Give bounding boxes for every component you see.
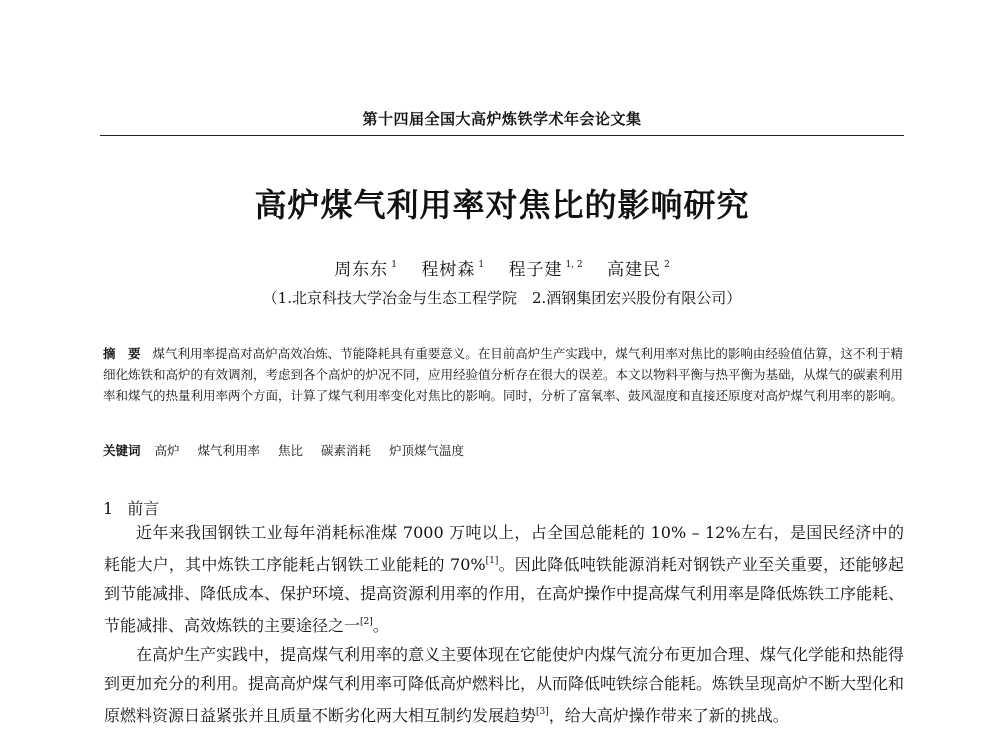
- section-body: [104, 518, 904, 730]
- author-list: [100, 255, 904, 280]
- keyword: 煤气利用率: [197, 443, 261, 458]
- keyword: 炉顶煤气温度: [389, 443, 465, 458]
- keyword: 高炉: [154, 443, 180, 458]
- abstract-text: 煤气利用率提高对高炉高效冶炼、节能降耗具有重要意义。在目前高炉生产实践中，煤气利用率对焦比的影响由经验值估算，这不利于精细化炼铁和高炉的有效调剂，考虑到各个高炉的炉况不同，应用经验值分析存在很大的误差。本文以物料平衡与热平衡为基础，从煤气的碳素利用率和煤气的热量利用率两个方面，计算了煤气利用率变化对焦比的影响。同时，分析了富氧率、鼓风湿度和直接还原度对高炉煤气利用率的影响。: [103, 346, 904, 403]
- paragraph: 近年来我国钢铁工业每年消耗标准煤 7000 万吨以上，占全国总能耗的 10% – 12%左右，是国民经济中的耗能大户，其中炼铁工序能耗占钢铁工业能耗的 70%[1]。因此降低吨铁能源消耗对钢铁产业至关重要，还能够起到节能减排、降低成本、保护环境、提高资源利用率的作用，在高炉操作中提高煤气利用率是降低炼铁工序能耗、节能减排、高效炼铁的主要途径之一[2]。: [104, 523, 905, 635]
- author-affil-mark: 1, 2: [565, 260, 583, 270]
- author-affil-mark: 1: [391, 260, 397, 270]
- section-heading: [103, 496, 159, 519]
- author: 程子建 $^{1, 2}$: [508, 260, 583, 280]
- section-number: 1: [103, 499, 114, 518]
- author: 高建民 $^2$: [607, 260, 670, 280]
- header-rule: [100, 135, 904, 136]
- author: 程树森 $^1$: [421, 260, 485, 280]
- keywords: [103, 441, 903, 461]
- keyword: 焦比: [278, 443, 304, 458]
- author-affil-mark: 2: [664, 260, 670, 270]
- keyword: 碳素消耗: [321, 443, 372, 458]
- author: 周东东 $^1$: [334, 260, 397, 280]
- abstract-label: 摘 要: [103, 346, 141, 361]
- citation: [2]: [360, 617, 373, 627]
- paragraph: 在高炉生产实践中，提高煤气利用率的意义主要体现在它能使炉内煤气流分布更加合理、煤气化学能和热能得到更加充分的利用。提高高炉煤气利用率可降低高炉燃料比，从而降低吨铁综合能耗。炼铁呈现高炉不断大型化和原燃料资源日益紧张并且质量不断劣化两大相互制约发展趋势[3]，给大高炉操作带来了新的挑战。: [104, 645, 905, 725]
- affiliations: （1.北京科技大学冶金与生态工程学院 2.酒钢集团宏兴股份有限公司）: [262, 289, 742, 307]
- abstract: [103, 343, 903, 406]
- running-header: 第十四届全国大高炉炼铁学术年会论文集: [362, 110, 642, 128]
- paper-title: 高炉煤气利用率对焦比的影响研究: [254, 186, 750, 224]
- citation: [1]: [485, 556, 499, 566]
- section-title: 前言: [127, 499, 160, 518]
- author-affil-mark: 1: [478, 260, 485, 270]
- citation: [3]: [536, 707, 549, 717]
- keywords-label: 关键词: [103, 443, 141, 458]
